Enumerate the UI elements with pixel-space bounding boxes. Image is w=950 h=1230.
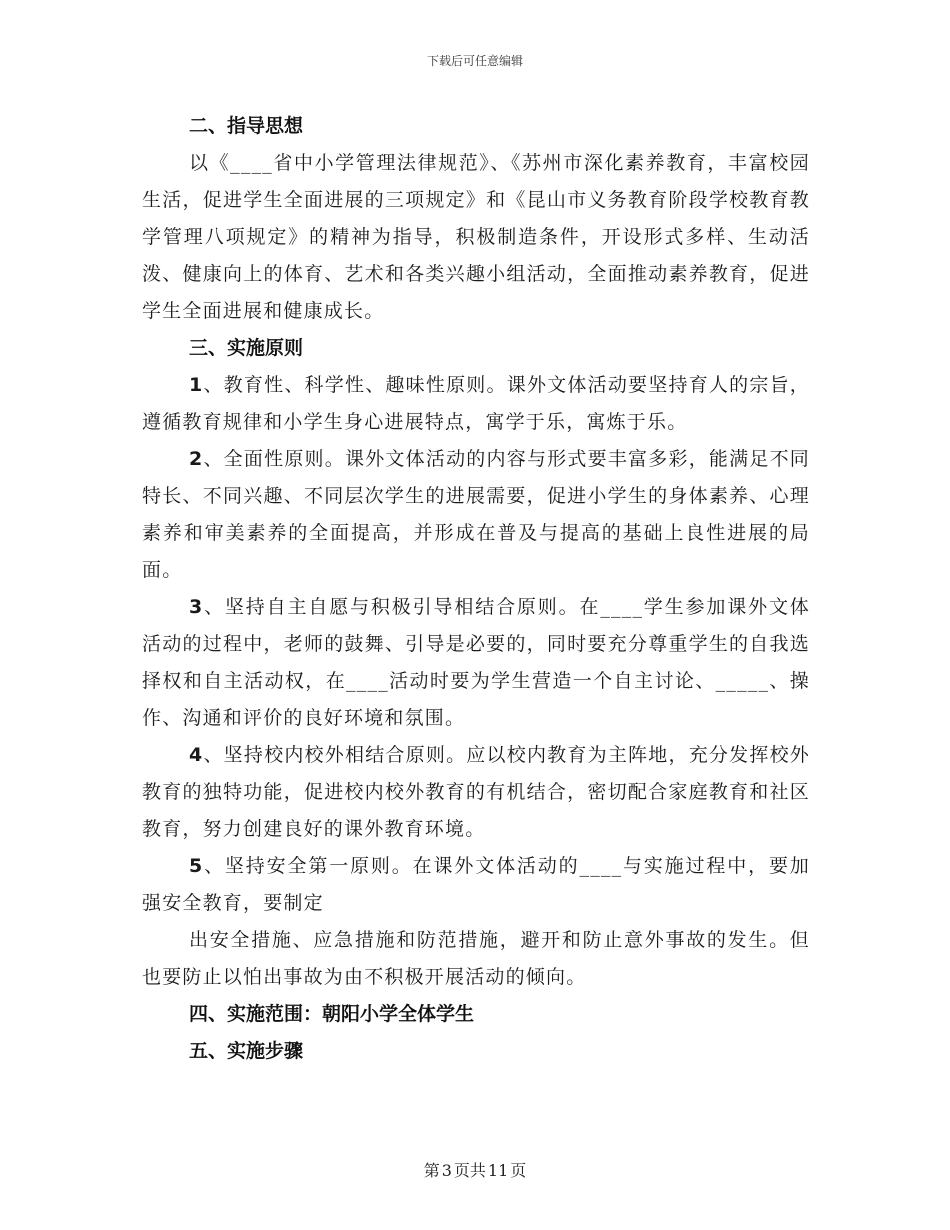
section-heading-scope: 四、实施范围：朝阳小学全体学生 [189, 1003, 475, 1025]
principle-number: 1 [189, 374, 204, 396]
footer-suffix: 页 [510, 1161, 527, 1180]
principle-continuation: 出安全措施、应急措施和防范措施，避开和防止意外事故的发生。但也要防止以怕出事故为由不积极开展活动的倾向。 [142, 929, 810, 988]
section-heading-steps: 五、实施步骤 [189, 1040, 304, 1062]
principle-text: 、全面性原则。课外文体活动的内容与形式要丰富多彩，能满足不同特长、不同兴趣、不同层次学生的进展需要，促进小学生的身体素养、心理素养和审美素养的全面提高，并形成在普及与提高的基础上良性进展的局面。 [142, 448, 810, 581]
principle-item-2 [142, 441, 810, 589]
footer-total-pages: 11 [487, 1161, 509, 1180]
section-heading-guiding-thought: 二、指导思想 [189, 115, 304, 137]
principle-number: 2 [189, 448, 204, 470]
footer-page-number: 3 [441, 1161, 452, 1180]
footer-prefix: 第 [423, 1161, 440, 1180]
section-heading-principles: 三、实施原则 [189, 337, 304, 359]
principle-text: 、坚持安全第一原则。在课外文体活动的____与实施过程中，要加强安全教育，要制定 [142, 855, 810, 914]
document-body [142, 108, 810, 1070]
footer-middle: 页共 [453, 1161, 486, 1180]
principle-item-4 [142, 737, 810, 848]
principle-number: 4 [189, 744, 204, 766]
principle-item-5 [142, 848, 810, 922]
paragraph-guiding-thought: 以《____省中小学管理法律规范》、《苏州市深化素养教育，丰富校园生活，促进学生全面进展的三项规定》和《昆山市义务教育阶段学校教育教学管理八项规定》的精神为指导，积极制造条件，开设形式多样、生动活泼、健康向上的体育、艺术和各类兴趣小组活动，全面推动素养教育，促进学生全面进展和健康成长。 [142, 152, 810, 322]
page-footer [0, 1158, 950, 1181]
principle-number: 5 [189, 855, 204, 877]
principle-item-1 [142, 367, 810, 441]
principle-text: 、坚持自主自愿与积极引导相结合原则。在____学生参加课外文体活动的过程中，老师的鼓舞、引导是必要的，同时要充分尊重学生的自我选择权和自主活动权，在____活动时要为学生营造一个自主讨论、_____、操作、沟通和评价的良好环境和氛围。 [142, 596, 810, 729]
principle-number: 3 [189, 596, 204, 618]
principle-text: 、坚持校内校外相结合原则。应以校内教育为主阵地，充分发挥校外教育的独特功能，促进校内校外教育的有机结合，密切配合家庭教育和社区教育，努力创建良好的课外教育环境。 [142, 744, 810, 840]
header-note: 下载后可任意编辑 [426, 54, 523, 68]
principle-text: 、教育性、科学性、趣味性原则。课外文体活动要坚持育人的宗旨，遵循教育规律和小学生身心进展特点，寓学于乐，寓炼于乐。 [142, 374, 810, 433]
principle-item-3 [142, 589, 810, 737]
